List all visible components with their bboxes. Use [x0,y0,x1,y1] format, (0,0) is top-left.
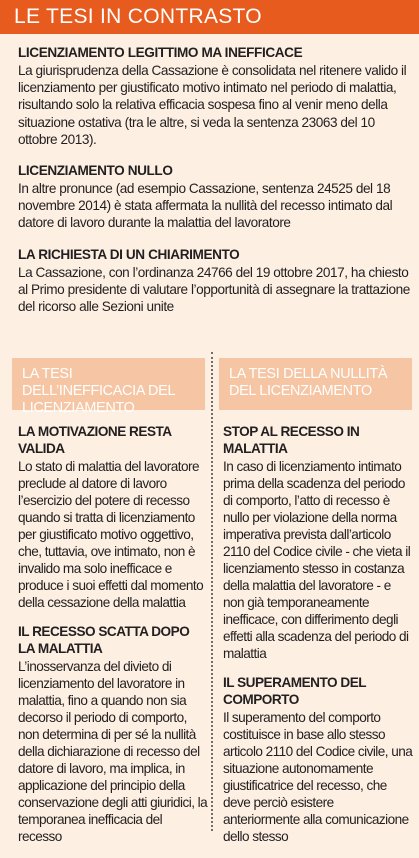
block-heading: IL SUPERAMENTO DEL COMPORTO [223,675,366,707]
block-heading: LA MOTIVAZIONE RESTA VALIDA [18,424,172,456]
column-block [18,424,208,611]
section-legittimo [18,44,410,148]
intro-sections [18,44,410,329]
column-header-left: LA TESI DELL’INEFFICACIA DEL LICENZIAMENTO [12,358,205,410]
block-heading: IL RECESSO SCATTA DOPO LA MALATTIA [18,624,190,656]
block-text: In caso di licenziamento intimato prima della scadenza del periodo di comporto, l’atto di recesso è nullo per violazione della norma imperativa prevista dall’articolo 2110 del Codice civile - che vieta il licenziamento stesso in costanza della malattia del lavoratore - e non già temporaneamente inefficace, con differimento degli effetti alla scadenza del periodo di malattia [223,459,411,661]
section-nullo [18,162,410,232]
column-block [18,624,208,845]
section-heading: LICENZIAMENTO LEGITTIMO MA INEFFICACE [18,45,303,60]
column-block [223,675,413,845]
section-text: In altre pronunce (ad esempio Cassazione, sentenza 24525 del 18 novembre 2014) è stata affermata la nullità del recesso intimato dal datore di lavoro durante la malattia del lavoratore [18,181,393,231]
column-divider [211,352,213,831]
block-text: Il superamento del comporto costituisce in base allo stesso articolo 2110 del Codice civile, una situazione autonomamente giustificatrice del recesso, che deve perciò esistere anteriormente alla comunicazione dello stesso [223,710,413,844]
column-header-right: LA TESI DELLA NULLITÀ DEL LICENZIAMENTO [219,358,412,410]
column-right [223,424,413,858]
block-heading: STOP AL RECESSO IN MALATTIA [223,424,360,456]
section-chiarimento [18,246,410,316]
block-text: Lo stato di malattia del lavoratore preclude al datore di lavoro l’esercizio del potere di recesso quando si tratta di licenziamento per giustificato motivo oggettivo, che, tuttavia, ove intimato, non è invalido ma solo inefficace e produce i suoi effetti dal momento della cessazione della malattia [18,459,204,610]
column-left [18,424,208,858]
section-heading: LA RICHIESTA DI UN CHIARIMENTO [18,246,240,262]
section-heading: LICENZIAMENTO NULLO [18,163,173,179]
section-text: La Cassazione, con l’ordinanza 24766 del 19 ottobre 2017, ha chiesto al Primo presidente di valutare l’opportunità di assegnare la trattazione del ricorso alle Sezioni unite [18,264,410,315]
block-text: L’inosservanza del divieto di licenziamento del lavoratore in malattia, fino a quando non sia decorso il periodo di comporto, non determina di per sé la nullità della dichiarazione di recesso del datore di lavoro, ma implica, in applicazione del principio della conservazione degli atti giuridici, la temporanea inefficacia del recesso [18,659,208,844]
column-block [223,424,413,662]
section-text: La giurisprudenza della Cassazione è consolidata nel ritenere valido il licenziamento per giustificato motivo intimato nel periodo di malattia, risultando solo la relativa efficacia sospesa fino al venir meno della situazione ostativa (tra le altre, si veda la sentenza 23063 del 10 ottobre 2013). [18,63,407,147]
page-title: LE TESI IN CONTRASTO [0,0,419,34]
